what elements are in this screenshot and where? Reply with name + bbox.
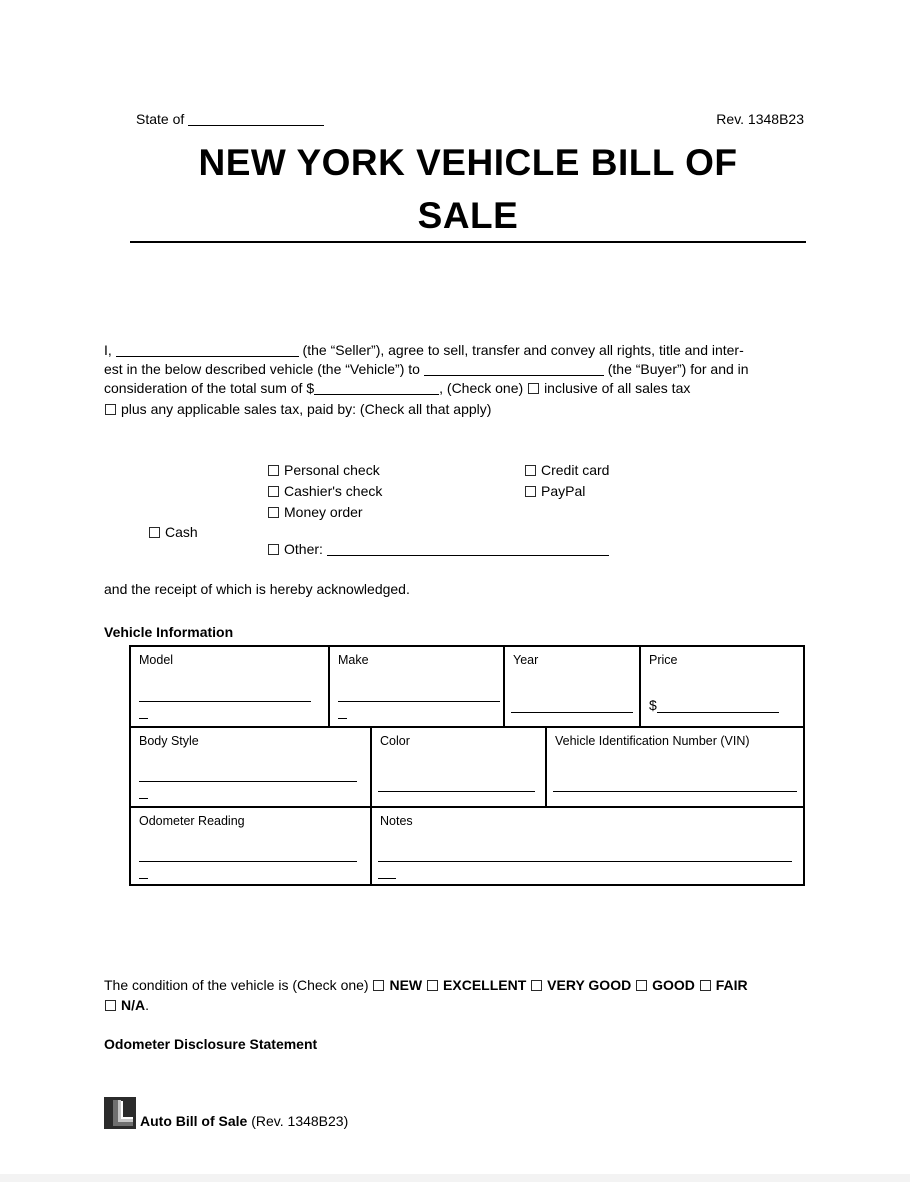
- price-label: Price: [649, 653, 678, 667]
- odometer-blank[interactable]: [139, 861, 357, 862]
- footer-document-label: [140, 1112, 348, 1131]
- text-run: , (Check one): [439, 380, 528, 396]
- checkbox-icon[interactable]: [373, 980, 384, 991]
- text-run: [422, 977, 426, 993]
- payment-option-label: Personal check: [284, 462, 380, 478]
- sale-amount-blank[interactable]: [314, 382, 439, 395]
- cell-make: [328, 647, 503, 726]
- cell-model: [131, 647, 328, 726]
- cell-color: [370, 728, 545, 806]
- text-run: .: [145, 997, 150, 1013]
- bold-text: Auto Bill of Sale: [140, 1113, 248, 1129]
- checkbox-icon[interactable]: [105, 1000, 116, 1011]
- document-title-line2: SALE: [417, 195, 519, 236]
- payment-option-credit-card: [524, 461, 609, 480]
- payment-option-personal-check: [267, 461, 380, 480]
- intro-line-1: [104, 341, 812, 360]
- receipt-acknowledgement: and the receipt of which is hereby acknowledged.: [104, 581, 410, 597]
- document-title: [130, 136, 806, 242]
- bold-text: N/A: [121, 997, 146, 1013]
- other-payment-blank[interactable]: [327, 543, 609, 556]
- vin-label: Vehicle Identification Number (VIN): [555, 734, 750, 748]
- text-run: (the “Buyer”) for and in: [603, 361, 749, 377]
- text-run: State of: [136, 111, 189, 127]
- text-run: plus any applicable sales tax, paid by: (Check all that apply): [121, 401, 492, 417]
- condition-statement: [104, 976, 812, 1016]
- checkbox-icon[interactable]: [700, 980, 711, 991]
- condition-line-2: [104, 996, 812, 1016]
- text-run: I,: [104, 342, 116, 358]
- color-label: Color: [380, 734, 410, 748]
- cell-year: [503, 647, 639, 726]
- bold-text: FAIR: [715, 977, 748, 993]
- seller-name-blank[interactable]: [116, 344, 299, 357]
- model-label: Model: [139, 653, 174, 667]
- body-style-blank-wrap: [139, 798, 148, 799]
- text-run: est in the below described vehicle (the “Vehicle”) to: [104, 361, 424, 377]
- table-row: [131, 806, 803, 886]
- title-rule: [130, 241, 806, 243]
- cell-notes: [370, 808, 803, 886]
- checkbox-icon[interactable]: [268, 507, 279, 518]
- payment-option-money-order: [267, 503, 363, 522]
- payment-option-paypal: [524, 482, 585, 501]
- bold-text: EXCELLENT: [443, 977, 527, 993]
- checkbox-icon[interactable]: [268, 465, 279, 476]
- checkbox-icon[interactable]: [268, 544, 279, 555]
- revision-number: Rev. 1348B23: [716, 111, 804, 127]
- body-style-blank[interactable]: [139, 781, 357, 782]
- document-title-line1: NEW YORK VEHICLE BILL OF: [198, 142, 738, 183]
- vehicle-information-table: [129, 645, 805, 886]
- payment-option-label: Credit card: [541, 462, 610, 478]
- cell-price: [639, 647, 803, 726]
- checkbox-icon[interactable]: [528, 383, 539, 394]
- state-of-line: [136, 110, 324, 129]
- checkbox-icon[interactable]: [149, 527, 160, 538]
- text-run: [695, 977, 699, 993]
- payment-option-label: Money order: [284, 504, 363, 520]
- legal-templates-logo-icon: [104, 1097, 136, 1129]
- bold-text: VERY GOOD: [547, 977, 632, 993]
- color-blank[interactable]: [378, 791, 535, 792]
- checkbox-icon[interactable]: [105, 404, 116, 415]
- page-bottom-edge: [0, 1174, 910, 1182]
- odometer-blank-wrap: [139, 878, 148, 879]
- intro-line-2: [104, 360, 812, 379]
- cell-vin: [545, 728, 803, 806]
- checkbox-icon[interactable]: [531, 980, 542, 991]
- state-name-blank[interactable]: [188, 113, 324, 126]
- text-run: The condition of the vehicle is (Check one): [104, 977, 373, 993]
- buyer-name-blank[interactable]: [424, 363, 604, 376]
- odometer-disclosure-heading: Odometer Disclosure Statement: [104, 1036, 318, 1052]
- text-run: [631, 977, 635, 993]
- bold-text: GOOD: [652, 977, 695, 993]
- payment-option-cash: [148, 523, 198, 542]
- intro-paragraph: [104, 341, 812, 419]
- text-run: [526, 977, 530, 993]
- payment-option-label: PayPal: [541, 483, 586, 499]
- checkbox-icon[interactable]: [268, 486, 279, 497]
- model-blank-wrap: [139, 718, 148, 719]
- payment-option-other: [267, 540, 609, 559]
- checkbox-icon[interactable]: [636, 980, 647, 991]
- make-blank-wrap: [338, 718, 347, 719]
- make-blank[interactable]: [338, 701, 500, 702]
- payment-option-label: Cash: [165, 524, 198, 540]
- year-blank[interactable]: [511, 712, 633, 713]
- intro-line-3: [104, 379, 812, 398]
- payment-option-cashiers-check: [267, 482, 382, 501]
- text-run: inclusive of all sales tax: [544, 380, 691, 396]
- checkbox-icon[interactable]: [525, 486, 536, 497]
- odometer-label: Odometer Reading: [139, 814, 245, 828]
- text-run: (the “Seller”), agree to sell, transfer and convey all rights, title and inter-: [298, 342, 744, 358]
- table-row: [131, 647, 803, 726]
- price-currency-prefix: $: [649, 697, 657, 713]
- text-run: Other:: [284, 541, 327, 557]
- cell-body-style: [131, 728, 370, 806]
- intro-line-4: [104, 400, 812, 419]
- model-blank[interactable]: [139, 701, 311, 702]
- make-label: Make: [338, 653, 369, 667]
- notes-blank-wrap: [378, 878, 396, 879]
- bold-text: NEW: [389, 977, 423, 993]
- text-run: consideration of the total sum of $: [104, 380, 315, 396]
- vin-blank[interactable]: [553, 791, 797, 792]
- logo-l-shape: [121, 1101, 133, 1119]
- payment-option-label: Cashier's check: [284, 483, 383, 499]
- checkbox-icon[interactable]: [427, 980, 438, 991]
- notes-label: Notes: [380, 814, 413, 828]
- body-style-label: Body Style: [139, 734, 199, 748]
- notes-blank[interactable]: [378, 861, 792, 862]
- checkbox-icon[interactable]: [525, 465, 536, 476]
- table-row: [131, 726, 803, 806]
- text-run: (Rev. 1348B23): [247, 1113, 349, 1129]
- price-blank[interactable]: [657, 698, 779, 713]
- year-label: Year: [513, 653, 539, 667]
- condition-line-1: [104, 976, 812, 996]
- cell-odometer: [131, 808, 370, 886]
- vehicle-information-heading: Vehicle Information: [104, 624, 234, 640]
